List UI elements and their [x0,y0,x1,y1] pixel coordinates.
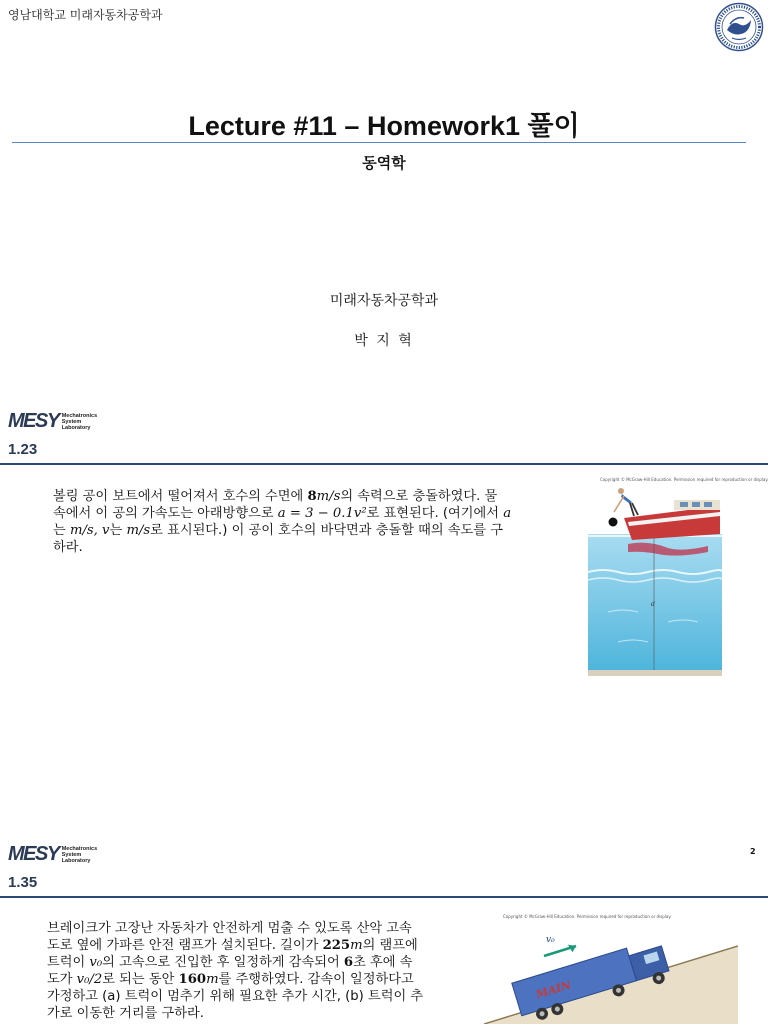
text-line: 도가 v₀/2로 되는 동안 160m를 주행하였다. 감속이 일정하다고 [47,972,414,987]
mesy-logo [8,410,97,433]
logo-text [62,846,97,864]
section-divider [0,896,768,898]
logo-line-3: Laboratory [61,424,91,431]
text-line: 가로 이동한 거리를 구하라. [47,1006,204,1021]
problem-number: 1.35 [8,874,38,891]
text-line: 하라. [53,540,83,555]
section-divider [0,463,768,465]
logo-text [62,413,97,431]
text-line: 도로 옆에 가파른 안전 램프가 설치된다. 길이가 225m의 램프에 [47,938,418,953]
text-line: 가정하고 (a) 트럭이 멈추기 위해 필요한 추가 시간, (b) 트럭이 추 [47,989,424,1004]
velocity-label: v₀ [546,935,555,945]
text-line: 트럭이 v₀의 고속으로 진입한 후 일정하게 감속되어 6초 후에 속 [47,955,413,970]
text-line: 속에서 이 공의 가속도는 아래방향으로 a = 3 − 0.1v²로 표현된다. (여기에서 a [53,506,512,521]
text-line: 는 m/s, v는 m/s로 표시된다.) 이 공이 호수의 바닥면과 충돌할 때의 속도를 구 [53,523,503,538]
title-divider [12,142,746,143]
university-seal-icon [714,2,764,52]
department-name: 미래자동차공학과 [329,293,439,309]
page-number: 2 [750,847,756,856]
author-name: 박 지 혁 [354,333,414,349]
bowling-ball-figure [588,482,722,678]
logo-line-1: Mechatronics [61,412,98,419]
page-subtitle: 동역학 [362,154,406,172]
text-line: 브레이크가 고장난 자동차가 안전하게 멈출 수 있도록 산악 고속 [47,921,412,936]
page-title: Lecture #11 – Homework1 풀이 [188,111,580,141]
logo-line-2: System [61,418,82,425]
problem-number: 1.23 [8,441,38,458]
depth-label: d [651,601,655,608]
logo-line-3: Laboratory [61,857,91,864]
logo-mark: MESY [8,843,59,865]
truck-ramp-figure [484,920,738,1024]
text-line: 볼링 공이 보트에서 떨어져서 호수의 수면에 8m/s의 속력으로 충돌하였다. 물 [53,489,498,504]
mesy-logo [8,843,97,866]
logo-mark: MESY [8,410,59,432]
logo-line-1: Mechatronics [61,845,98,852]
problem-text [53,488,553,556]
logo-line-2: System [61,851,82,858]
figure-caption: Copyright © McGraw-Hill Education. Permission required for reproduction or display. [503,914,672,919]
header-department: 영남대학교 미래자동차공학과 [8,8,163,22]
figure-caption: Copyright © McGraw-Hill Education. Permission required for reproduction or display. [600,477,768,482]
svg-text:MAIN: MAIN [534,978,573,1002]
problem-text [47,920,467,1022]
